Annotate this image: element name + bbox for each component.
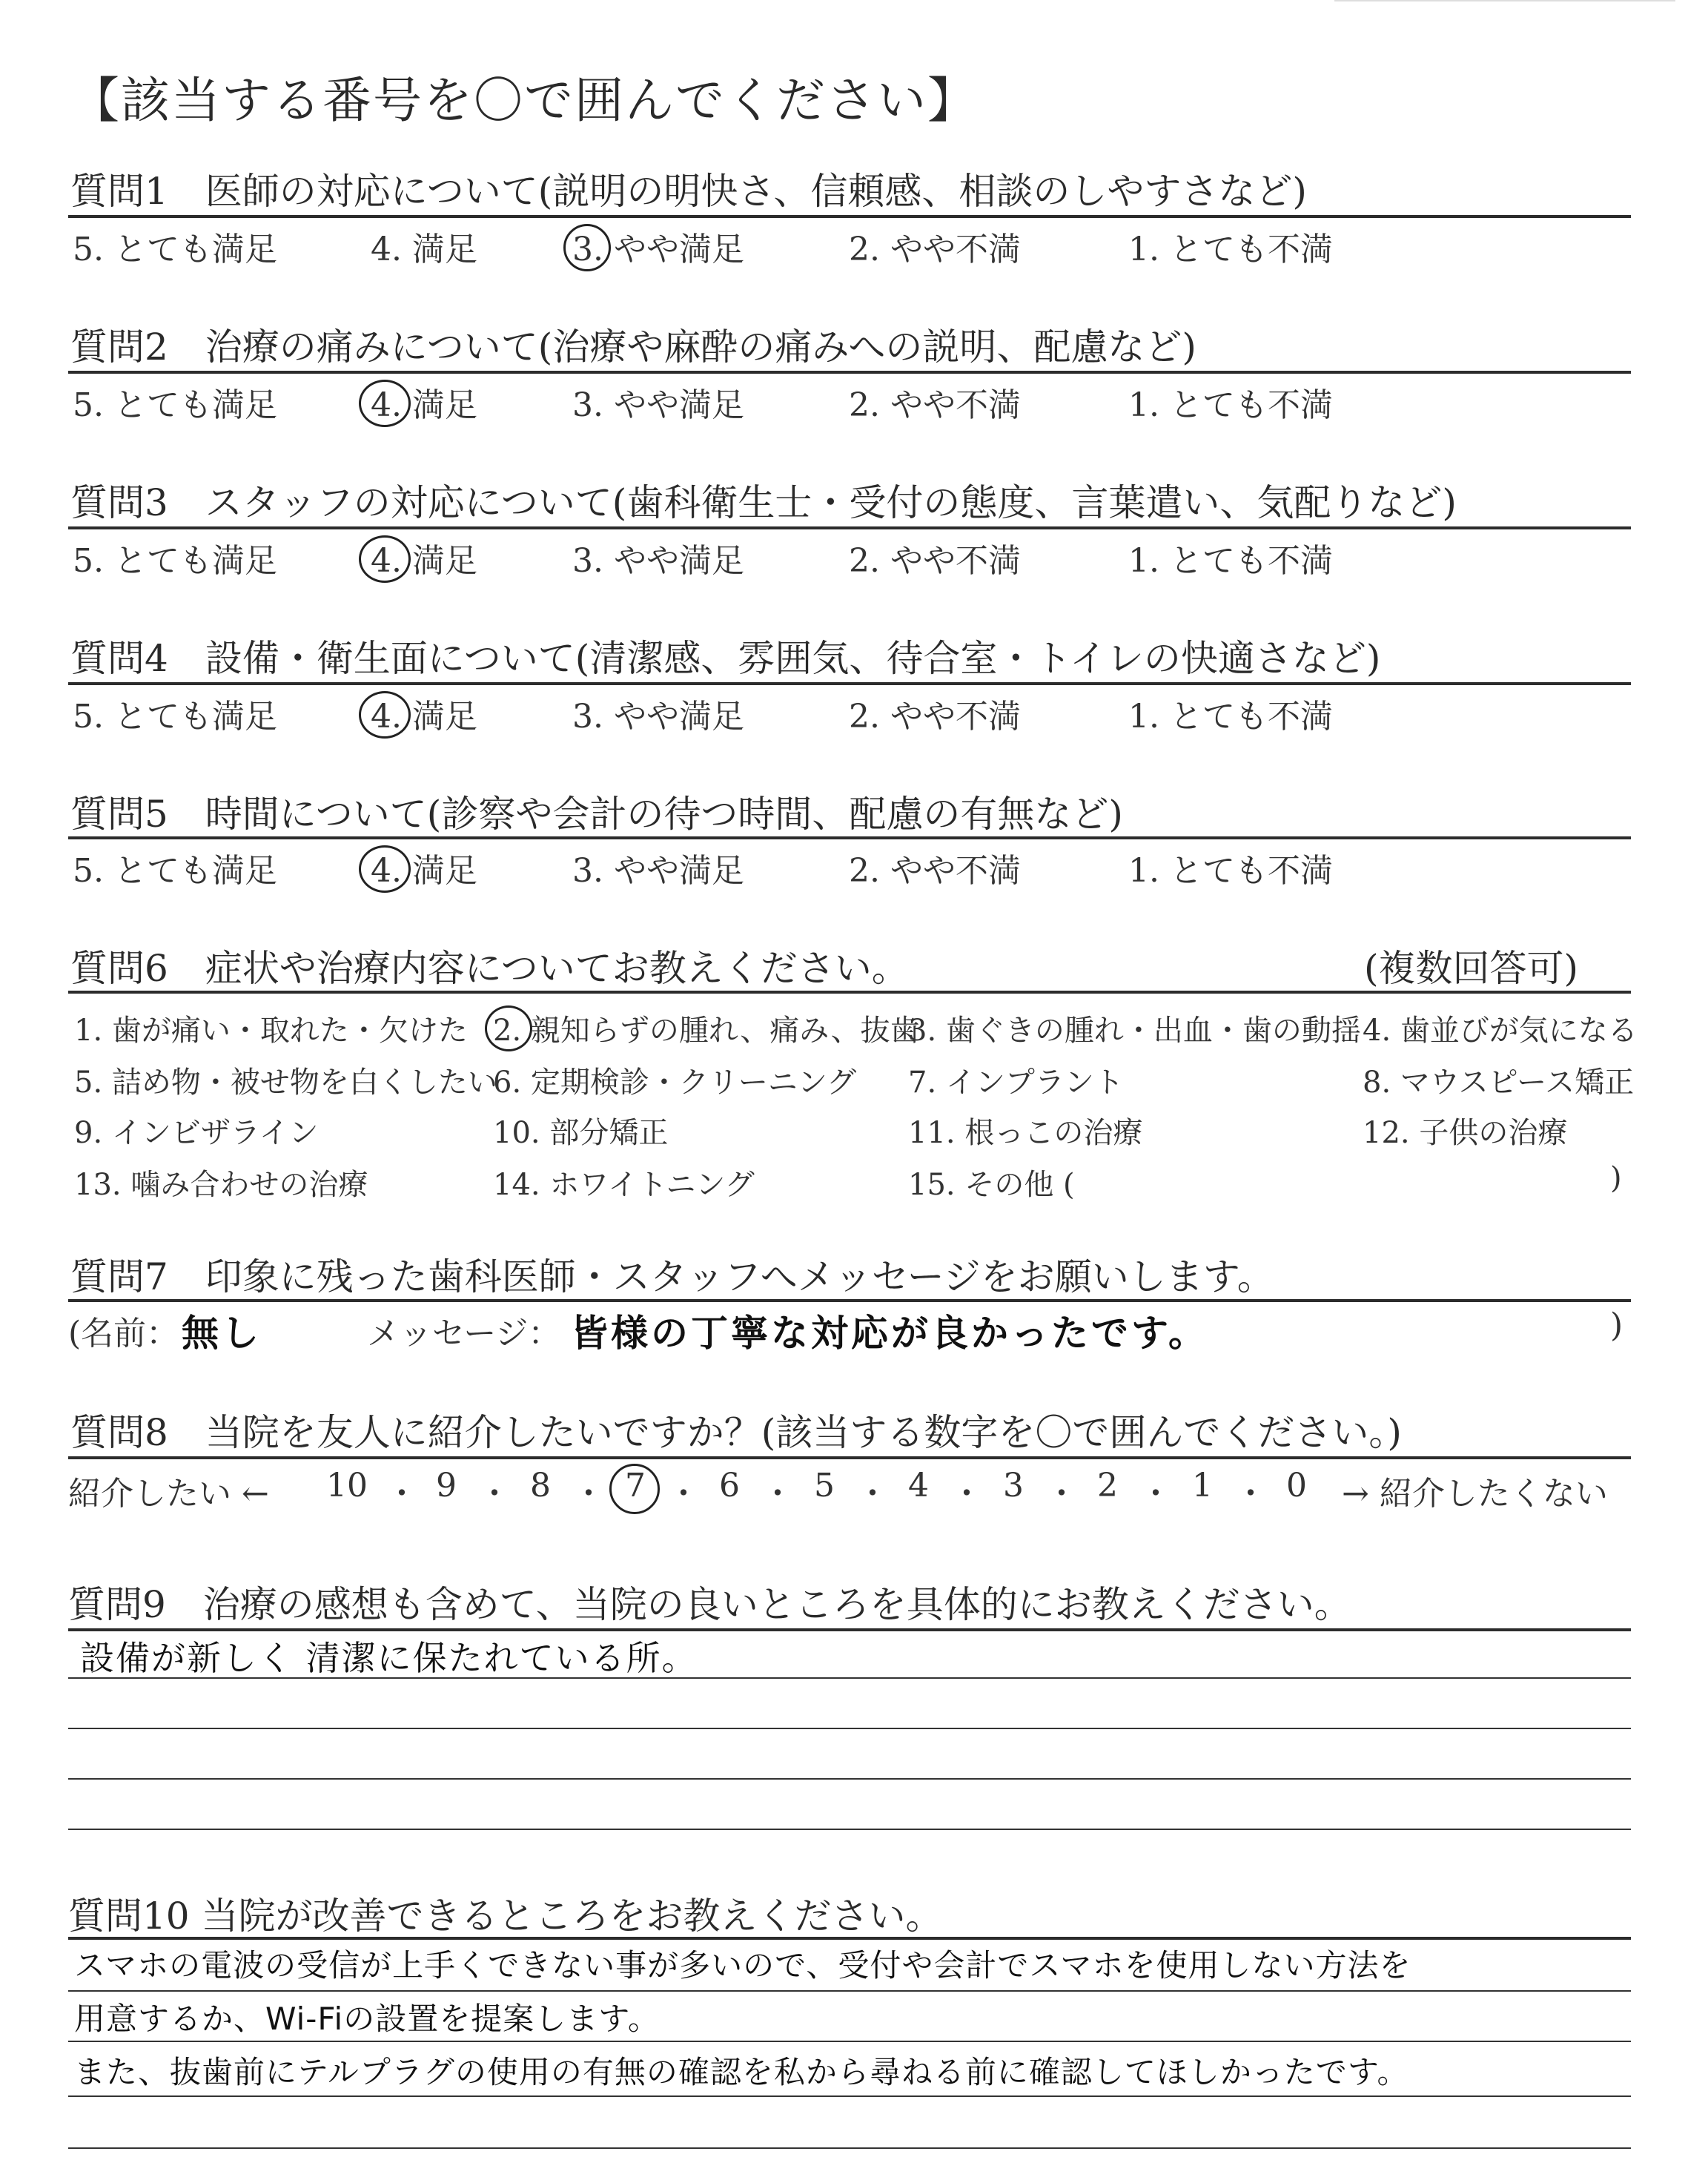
- q3-option-4[interactable]: 4. 満足: [371, 542, 477, 580]
- q1-option-5[interactable]: 5. とても満足: [73, 231, 277, 268]
- question-1: 質問1 医師の対応について(説明の明快さ、信頼感、相談のしやすさなど): [70, 170, 1307, 213]
- selection-circle: [359, 380, 411, 427]
- scale-7[interactable]: 7: [625, 1467, 646, 1505]
- q6-item-3[interactable]: 3. 歯ぐきの腫れ・出血・歯の動揺: [908, 1014, 1361, 1048]
- q5-option-2[interactable]: 2. やや不満: [849, 852, 1021, 890]
- q6-item-1[interactable]: 1. 歯が痛い・取れた・欠けた: [74, 1014, 468, 1048]
- scale-2[interactable]: 2: [1097, 1467, 1118, 1505]
- question-6: 質問6 症状や治療内容についてお教えください。: [70, 947, 909, 990]
- divider: [68, 1456, 1631, 1459]
- q5-option-1[interactable]: 1. とても不満: [1128, 852, 1333, 890]
- q4-option-5[interactable]: 5. とても満足: [73, 698, 277, 736]
- question-2: 質問2 治療の痛みについて(治療や麻酔の痛みへの説明、配慮など): [70, 326, 1196, 369]
- divider: [68, 371, 1631, 374]
- divider: [68, 682, 1631, 685]
- scale-dot: ・: [1139, 1475, 1172, 1513]
- name-value[interactable]: 無し: [182, 1312, 262, 1355]
- q6-item-10[interactable]: 10. 部分矯正: [493, 1116, 669, 1150]
- q2-option-3[interactable]: 3. やや満足: [572, 386, 744, 424]
- scale-dot: ・: [385, 1475, 418, 1513]
- scan-edge: [1334, 0, 1675, 16]
- q4-option-4[interactable]: 4. 満足: [371, 698, 477, 736]
- multiple-answer-note: (複数回答可): [1364, 947, 1579, 990]
- q6-item-4[interactable]: 4. 歯並びが気になる: [1363, 1014, 1638, 1048]
- q6-item-11[interactable]: 11. 根っこの治療: [908, 1116, 1143, 1150]
- q10-answer-line-3[interactable]: また、抜歯前にテルプラグの使用の有無の確認を私から尋ねる前に確認してほしかったです。: [74, 2054, 1409, 2090]
- selection-circle: [359, 535, 411, 583]
- selection-circle: [359, 691, 411, 739]
- question-10: 質問10 当院が改善できるところをお教えください。: [68, 1895, 943, 1938]
- scale-dot: ・: [856, 1475, 889, 1513]
- q1-option-1[interactable]: 1. とても不満: [1128, 231, 1333, 268]
- q6-item-7[interactable]: 7. インプラント: [908, 1066, 1124, 1100]
- scale-10[interactable]: 10: [326, 1467, 368, 1505]
- scale-4[interactable]: 4: [908, 1467, 929, 1505]
- answer-line: [68, 1829, 1631, 1830]
- q1-option-4[interactable]: 4. 満足: [371, 231, 477, 268]
- q6-item-12[interactable]: 12. 子供の治療: [1363, 1116, 1568, 1150]
- message-value[interactable]: 皆様の丁寧な対応が良かったです。: [571, 1312, 1208, 1355]
- question-3: 質問3 スタッフの対応について(歯科衛生士・受付の態度、言葉遣い、気配りなど): [70, 481, 1457, 524]
- answer-line: [68, 1990, 1631, 1992]
- q2-option-4[interactable]: 4. 満足: [371, 386, 477, 424]
- q6-item-2[interactable]: 2. 親知らずの腫れ、痛み、抜歯: [493, 1014, 920, 1048]
- page-title: 【該当する番号を〇で囲んでください】: [70, 72, 978, 129]
- q5-option-4[interactable]: 4. 満足: [371, 852, 477, 890]
- answer-line: [68, 2095, 1631, 2097]
- q5-option-3[interactable]: 3. やや満足: [572, 852, 744, 890]
- scale-1[interactable]: 1: [1192, 1467, 1213, 1505]
- answer-line: [68, 2041, 1631, 2042]
- scale-dot: ・: [478, 1475, 511, 1513]
- divider: [68, 836, 1631, 839]
- message-label: メッセージ：: [367, 1315, 561, 1353]
- q2-option-1[interactable]: 1. とても不満: [1128, 386, 1333, 424]
- q3-option-5[interactable]: 5. とても満足: [73, 542, 277, 580]
- scale-3[interactable]: 3: [1003, 1467, 1024, 1505]
- divider: [68, 526, 1631, 529]
- scale-9[interactable]: 9: [436, 1467, 457, 1505]
- q9-answer[interactable]: 設備が新しく 清潔に保たれている所。: [80, 1638, 698, 1678]
- selection-circle: [485, 1005, 532, 1051]
- divider: [68, 991, 1631, 994]
- q5-option-5[interactable]: 5. とても満足: [73, 852, 277, 890]
- q3-option-1[interactable]: 1. とても不満: [1128, 542, 1333, 580]
- question-8: 質問8 当院を友人に紹介したいですか？(該当する数字を〇で囲んでください。): [70, 1411, 1402, 1454]
- selection-circle: [609, 1464, 660, 1514]
- q2-option-5[interactable]: 5. とても満足: [73, 386, 277, 424]
- scale-dot: ・: [1045, 1475, 1078, 1513]
- q1-option-2[interactable]: 2. やや不満: [849, 231, 1021, 268]
- q1-option-3[interactable]: 3. やや満足: [572, 231, 744, 268]
- q10-answer-line-2[interactable]: 用意するか、Wi-Fiの設置を提案します。: [74, 2001, 660, 2037]
- scale-dot: ・: [572, 1475, 605, 1513]
- answer-line: [68, 1728, 1631, 1729]
- q6-item-13[interactable]: 13. 噛み合わせの治療: [74, 1168, 368, 1202]
- q3-option-2[interactable]: 2. やや不満: [849, 542, 1021, 580]
- q6-item-8[interactable]: 8. マウスピース矯正: [1363, 1066, 1635, 1100]
- q6-item-6[interactable]: 6. 定期検診・クリーニング: [493, 1066, 857, 1100]
- q2-option-2[interactable]: 2. やや不満: [849, 386, 1021, 424]
- scale-6[interactable]: 6: [719, 1467, 740, 1505]
- scale-dot: ・: [761, 1475, 794, 1513]
- q4-option-3[interactable]: 3. やや満足: [572, 698, 744, 736]
- name-label: (名前：: [68, 1315, 179, 1353]
- question-4: 質問4 設備・衛生面について(清潔感、雰囲気、待合室・トイレの快適さなど): [70, 637, 1381, 680]
- scale-8[interactable]: 8: [530, 1467, 551, 1505]
- scale-left-label: 紹介したい ←: [68, 1475, 269, 1513]
- q6-item-15[interactable]: 15. その他 (: [908, 1168, 1075, 1202]
- q6-item-5[interactable]: 5. 詰め物・被せ物を白くしたい: [74, 1066, 497, 1100]
- answer-line: [68, 1677, 1631, 1679]
- question-5: 質問5 時間について(診察や会計の待つ時間、配慮の有無など): [70, 793, 1123, 836]
- answer-line: [68, 1778, 1631, 1780]
- q4-option-1[interactable]: 1. とても不満: [1128, 698, 1333, 736]
- q6-item-9[interactable]: 9. インビザライン: [74, 1116, 319, 1150]
- scale-dot: ・: [1234, 1475, 1267, 1513]
- q6-other-close: ): [1610, 1161, 1622, 1195]
- scale-0[interactable]: 0: [1286, 1467, 1307, 1505]
- answer-line: [68, 2147, 1631, 2149]
- q3-option-3[interactable]: 3. やや満足: [572, 542, 744, 580]
- divider: [68, 215, 1631, 218]
- scale-dot: ・: [950, 1475, 983, 1513]
- question-7: 質問7 印象に残った歯科医師・スタッフへメッセージをお願いします。: [70, 1255, 1274, 1298]
- q6-item-14[interactable]: 14. ホワイトニング: [493, 1168, 755, 1202]
- q4-option-2[interactable]: 2. やや不満: [849, 698, 1021, 736]
- selection-circle: [563, 224, 611, 271]
- scale-5[interactable]: 5: [814, 1467, 835, 1505]
- selection-circle: [359, 845, 411, 893]
- message-close: ): [1610, 1307, 1623, 1344]
- question-9: 質問9 治療の感想も含めて、当院の良いところを具体的にお教えください。: [68, 1583, 1351, 1626]
- divider: [68, 1299, 1631, 1302]
- scale-dot: ・: [667, 1475, 700, 1513]
- divider: [68, 1937, 1631, 1940]
- q10-answer-line-1[interactable]: スマホの電波の受信が上手くできない事が多いので、受付や会計でスマホを使用しない方法を: [74, 1947, 1411, 1984]
- scale-right-label: → 紹介したくない: [1342, 1475, 1608, 1513]
